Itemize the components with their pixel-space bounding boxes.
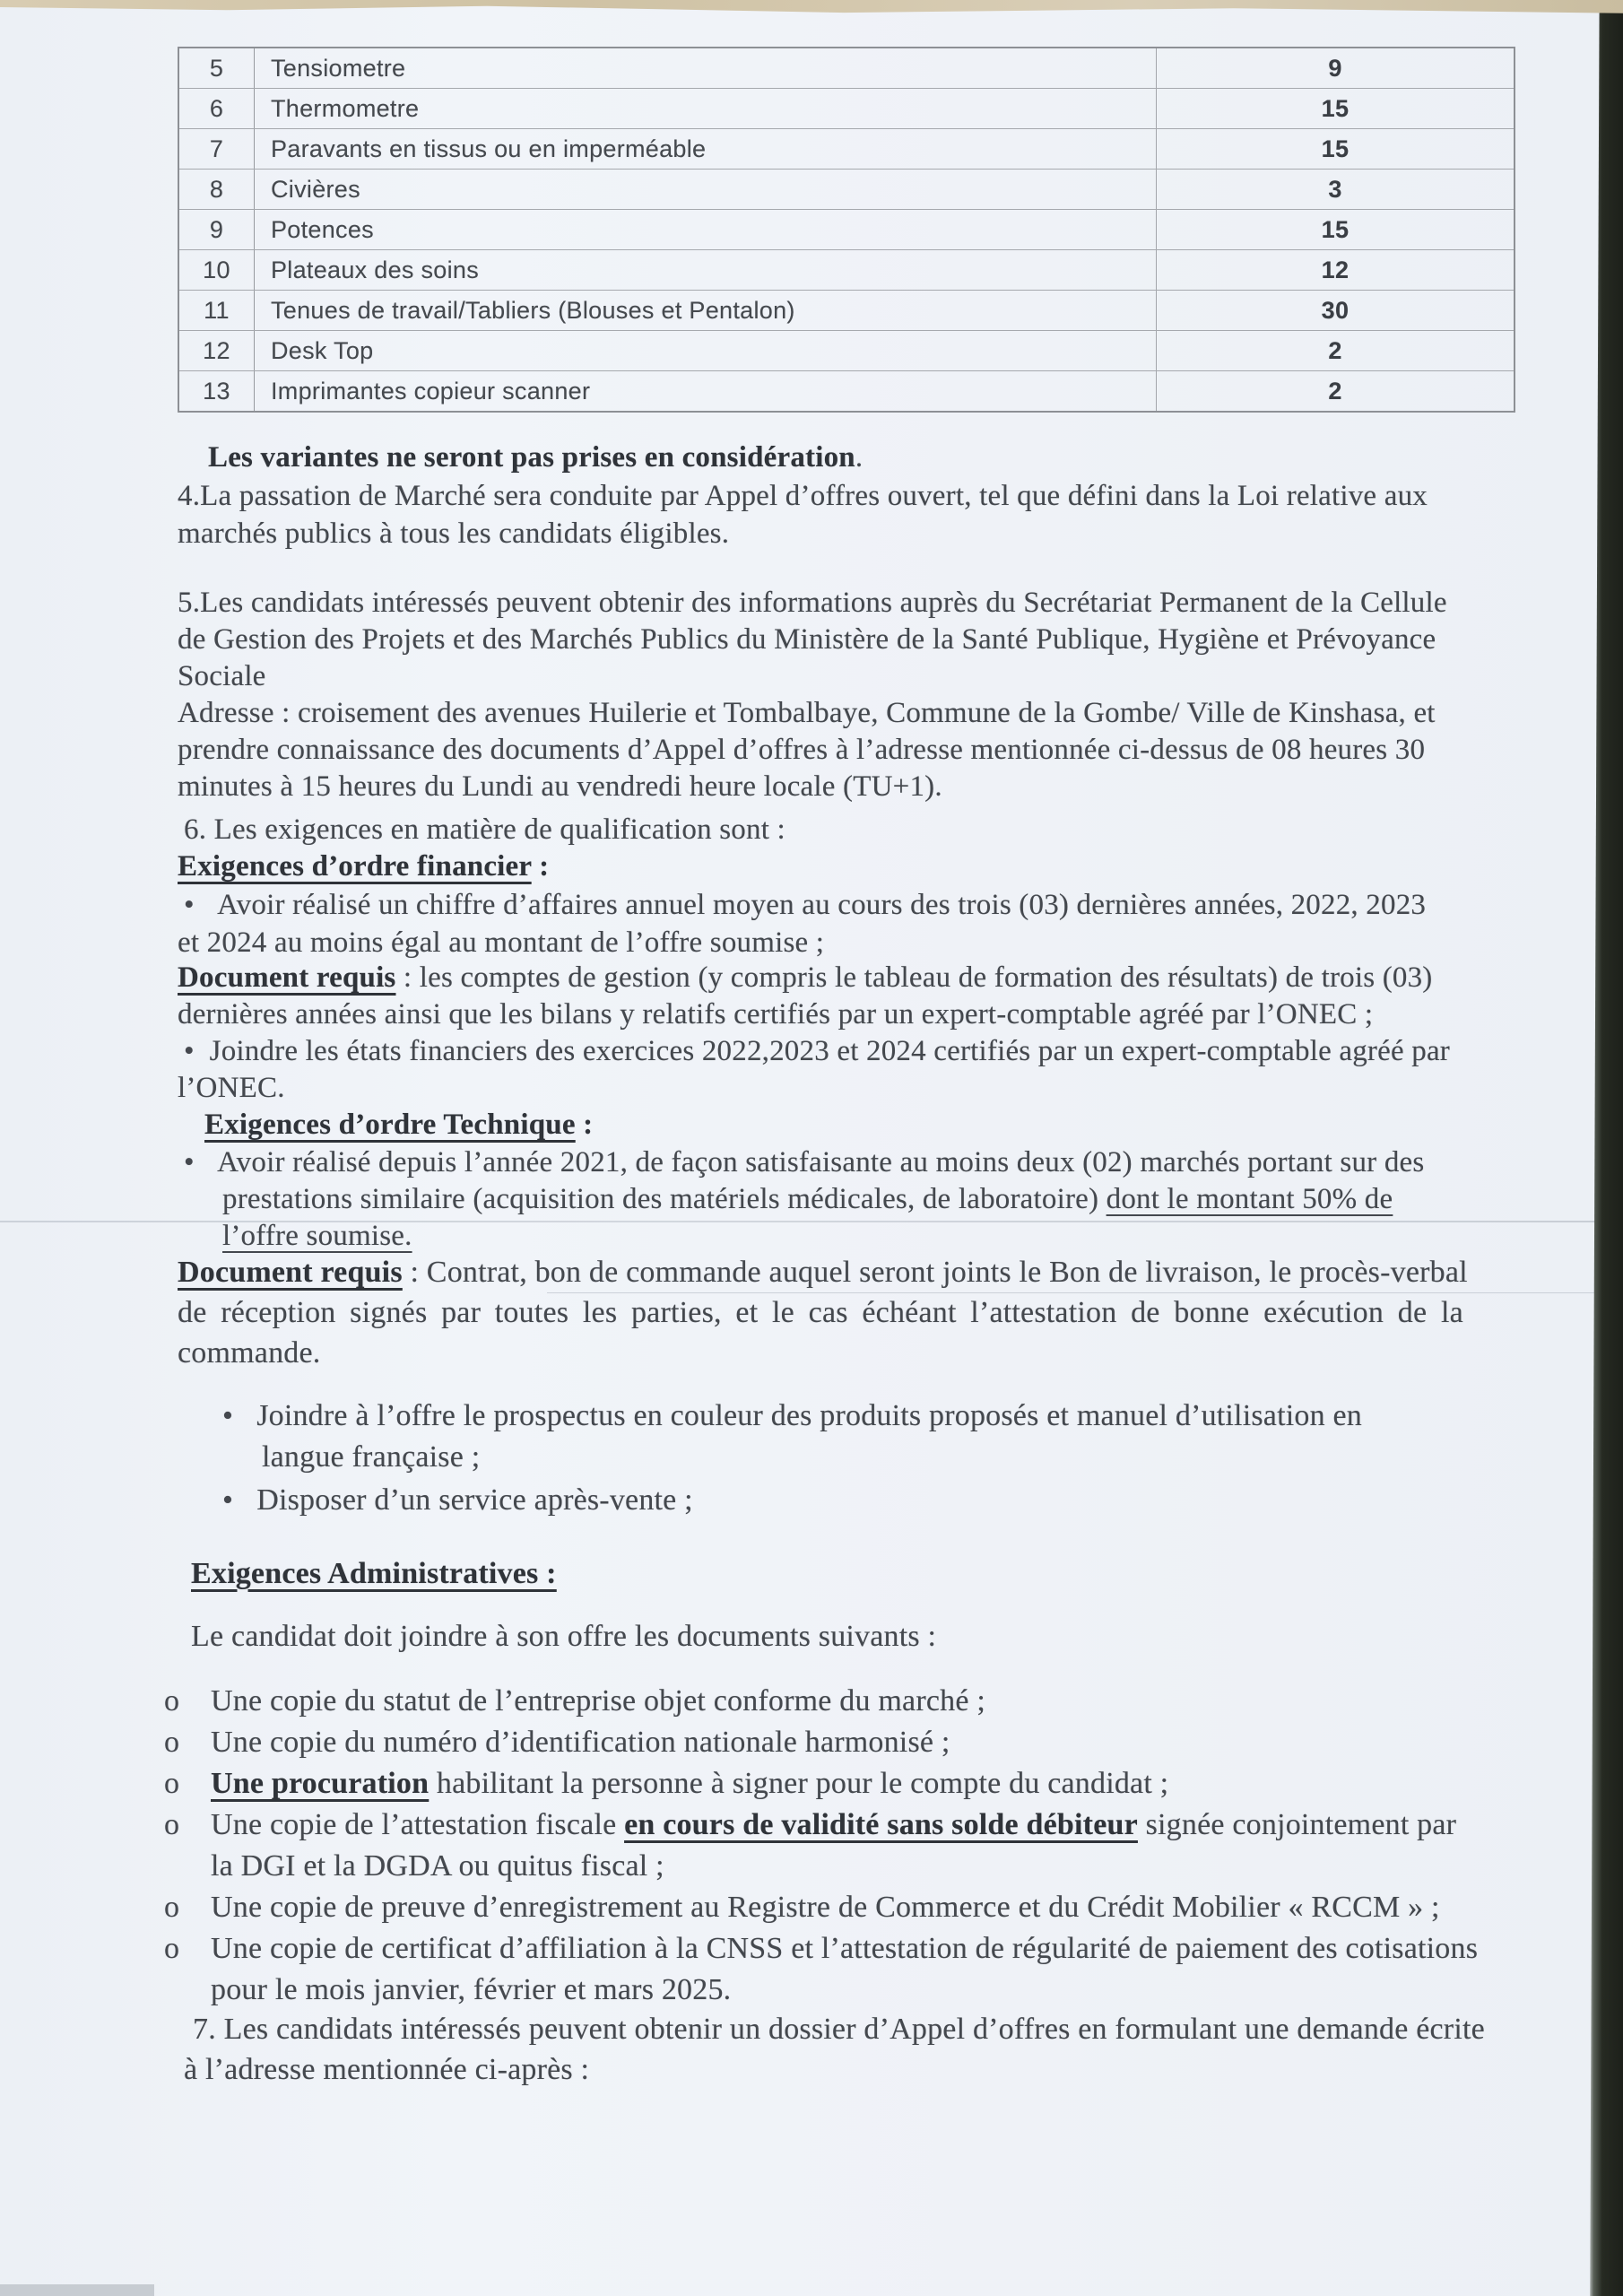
checklist-line: o Une copie du statut de l’entreprise objet conforme du marché ; [164,1684,985,1718]
document-requis-financier-line: dernières années ainsi que les bilans y relatifs certifiés par un expert-comptable agréé par l’ONEC ; [178,998,1374,1031]
bullet-service-apres-vente-line: • Disposer d’un service après-vente ; [222,1483,693,1517]
bullet-joindre-etats-line: • Joindre les états financiers des exercices 2022,2023 et 2024 certifiés par un expert-comptable agréé par [184,1035,1450,1067]
bullet-marches-2021 [184,1144,1424,1255]
scanner-edge-right [1587,5,1623,2296]
para-5 [178,585,1447,805]
document-requis-financier [178,960,1432,1033]
para-5-line: de Gestion des Projets et des Marchés Publics du Ministère de la Santé Publique, Hygiène et Prévoyance [178,623,1436,656]
variantes-heading [208,439,863,476]
table-row [179,48,1514,89]
para-7-line: 7. Les candidats intéressés peuvent obtenir un dossier d’Appel d’offres en formulant une demande écrite [193,2013,1485,2046]
row-number-cell: 7 [179,129,255,169]
exigences-administratives-heading [191,1553,557,1595]
item-name-cell: Tensiometre [255,48,1157,88]
checklist-line: o Une copie de l’attestation fiscale en cours de validité sans solde débiteur signée conjointement par [164,1808,1457,1841]
table-row [179,89,1514,129]
quantity-cell: 2 [1328,336,1342,364]
quantity-cell: 15 [1321,135,1350,162]
candidat-intro [191,1616,936,1657]
quantity-cell: 3 [1328,175,1342,203]
checklist-line: o Une copie de certificat d’affiliation à la CNSS et l’attestation de régularité de paiement des cotisations [164,1932,1479,1965]
exigences-financier-heading-line: Exigences d’ordre financier : [178,850,550,883]
para-4-line: marchés publics à tous les candidats éligibles. [178,517,730,550]
item-name-cell: Civières [255,170,1157,209]
exigences-technique-heading-line: Exigences d’ordre Technique : [204,1109,594,1141]
bullet-chiffre-affaires-line: et 2024 au moins égal au montant de l’offre soumise ; [178,926,825,959]
row-number-cell: 8 [179,170,255,209]
row-number-cell: 6 [179,89,255,128]
para-4-line: 4.La passation de Marché sera conduite par Appel d’offres ouvert, tel que défini dans la Loi relative aux [178,480,1428,512]
row-number-cell: 11 [179,291,255,330]
item-name-cell: Desk Top [255,331,1157,370]
scanner-corner-mark [0,2284,154,2296]
para-5-line: 5.Les candidats intéressés peuvent obtenir des informations auprès du Secrétariat Permanent de la Cellule [178,587,1447,619]
row-number-cell: 5 [179,48,255,88]
table-row [179,210,1514,250]
table-row [179,250,1514,291]
quantity-cell: 12 [1321,256,1350,283]
item-name-cell: Imprimantes copieur scanner [255,371,1157,411]
document-requis-technique-line: de réception signés par toutes les parties, et le cas échéant l’attestation de bonne exécution de la [178,1296,1463,1329]
row-number-cell: 12 [179,331,255,370]
table-row [179,170,1514,210]
quantity-cell: 15 [1321,215,1350,243]
para-5-line: minutes à 15 heures du Lundi au vendredi heure locale (TU+1). [178,770,942,803]
bullet-marches-2021-line: l’offre soumise. [222,1220,412,1252]
bullet-prospectus-line: langue française ; [262,1440,481,1474]
item-name-cell: Plateaux des soins [255,250,1157,290]
exigences-financier-heading [178,848,549,885]
document-requis-technique-line: Document requis : Contrat, bon de commande auquel seront joints le Bon de livraison, le procès-verbal [178,1256,1468,1289]
exigences-administratives-heading-line: Exigences Administratives : [191,1557,557,1590]
quantity-cell: 30 [1321,296,1350,324]
checklist-line: la DGI et la DGDA ou quitus fiscal ; [211,1849,664,1883]
para-6-intro-line: 6. Les exigences en matière de qualification sont : [184,813,785,846]
checklist-line: o Une procuration habilitant la personne à signer pour le compte du candidat ; [164,1767,1169,1800]
bullet-joindre-etats [178,1033,1450,1107]
checklist-line: pour le mois janvier, février et mars 2025. [211,1973,732,2006]
items-table-body [179,48,1514,411]
para-5-line: Adresse : croisement des avenues Huilerie et Tombalbaye, Commune de la Gombe/ Ville de Kinshasa, et [178,697,1436,729]
para-5-line: Sociale [178,660,266,692]
row-number-cell: 10 [179,250,255,290]
table-row [179,129,1514,170]
checklist-line: o Une copie du numéro d’identification nationale harmonisé ; [164,1726,950,1759]
scanner-edge-top [0,0,1623,14]
para-4 [178,477,1428,552]
bullet-joindre-etats-line: l’ONEC. [178,1072,285,1104]
para-7-line: à l’adresse mentionnée ci-après : [184,2053,590,2086]
item-name-cell: Paravants en tissus ou en imperméable [255,129,1157,169]
bullet-prospectus-line: • Joindre à l’offre le prospectus en couleur des produits proposés et manuel d’utilisation en [222,1399,1362,1432]
para-5-line: prendre connaissance des documents d’Appel d’offres à l’adresse mentionnée ci-dessus de 08 heures 30 [178,734,1426,766]
quantity-cell: 9 [1328,54,1342,82]
document-requis-technique [178,1252,1468,1373]
exigences-technique-heading [204,1107,593,1144]
quantity-cell: 15 [1321,94,1350,122]
table-row [179,371,1514,411]
item-name-cell: Tenues de travail/Tabliers (Blouses et Pentalon) [255,291,1157,330]
row-number-cell: 9 [179,210,255,249]
bullet-marches-2021-line: • Avoir réalisé depuis l’année 2021, de façon satisfaisante au moins deux (02) marchés portant sur des [184,1146,1425,1178]
variantes-heading-line: Les variantes ne seront pas prises en considération. [208,441,864,474]
bullet-marches-2021-line: prestations similaire (acquisition des matériels médicales, de laboratoire) dont le montant 50% de [222,1183,1393,1215]
bullet-prospectus [222,1396,1362,1478]
document-requis-technique-line: commande. [178,1336,321,1370]
bullet-chiffre-affaires-line: • Avoir réalisé un chiffre d’affaires annuel moyen au cours des trois (03) dernières années, 2022, 2023 [184,889,1427,921]
checklist-line: o Une copie de preuve d’enregistrement au Registre de Commerce et du Crédit Mobilier « RCCM » ; [164,1891,1440,1924]
bullet-service-apres-vente [222,1480,693,1521]
para-7 [184,2009,1485,2090]
bullet-chiffre-affaires [178,886,1427,961]
table-row [179,331,1514,371]
document-requis-financier-line: Document requis : les comptes de gestion (y compris le tableau de formation des résultats) de trois (03) [178,961,1433,994]
row-number-cell: 13 [179,371,255,411]
para-6-intro [184,812,785,848]
candidat-intro-line: Le candidat doit joindre à son offre les documents suivants : [191,1620,937,1653]
item-name-cell: Potences [255,210,1157,249]
item-name-cell: Thermometre [255,89,1157,128]
items-table [178,47,1515,413]
checklist [164,1681,1478,2011]
table-row [179,291,1514,331]
quantity-cell: 2 [1328,377,1342,404]
